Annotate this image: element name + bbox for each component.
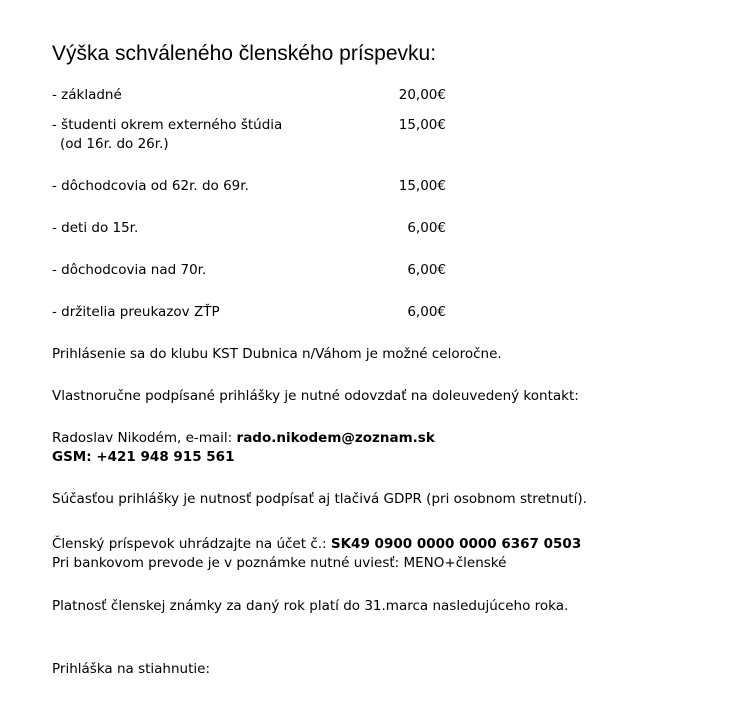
fee-label: - dôchodcovia od 62r. do 69r.	[52, 178, 249, 194]
fee-amount: 15,00€	[398, 117, 446, 133]
registration-text: Prihlásenie sa do klubu KST Dubnica n/Váhom je možné celoročne.	[52, 346, 502, 362]
fee-label: - študenti okrem externého štúdia	[52, 117, 283, 133]
contact-email-link[interactable]: rado.nikodem@zoznam.sk	[236, 430, 435, 446]
submission-text: Vlastnoručne podpísané prihlášky je nutné odovzdať na doleuvedený kontakt:	[52, 388, 579, 404]
fee-label: - držitelia preukazov ZŤP	[52, 304, 220, 320]
download-label: Prihláška na stiahnutie:	[52, 661, 210, 677]
fee-label: - základné	[52, 87, 122, 103]
contact-name: Radoslav Nikodém, e-mail:	[52, 430, 237, 446]
contact-block	[52, 429, 435, 467]
fee-amount: 20,00€	[398, 87, 446, 103]
fee-amount: 6,00€	[407, 220, 446, 236]
payment-block	[52, 535, 581, 573]
fee-label: - dôchodcovia nad 70r.	[52, 262, 207, 278]
fee-label: - deti do 15r.	[52, 220, 139, 236]
contact-gsm: GSM: +421 948 915 561	[52, 449, 235, 465]
fee-amount: 6,00€	[407, 262, 446, 278]
contact-line	[52, 429, 435, 448]
fee-note: (od 16r. do 26r.)	[60, 136, 169, 152]
payment-iban: SK49 0900 0000 0000 6367 0503	[330, 536, 582, 552]
validity-text: Platnosť členskej známky za daný rok platí do 31.marca nasledujúceho roka.	[52, 598, 569, 614]
gdpr-text: Súčasťou prihlášky je nutnosť podpísať aj tlačivá GDPR (pri osobnom stretnutí).	[52, 491, 587, 507]
payment-prefix: Členský príspevok uhrádzajte na účet č.:	[52, 536, 331, 552]
fee-amount: 6,00€	[407, 304, 446, 320]
page-title: Výška schváleného členského príspevku:	[52, 42, 437, 65]
fee-amount: 15,00€	[398, 178, 446, 194]
payment-line	[52, 535, 581, 554]
payment-note: Pri bankovom prevode je v poznámke nutné uviesť: MENO+členské	[52, 555, 507, 571]
